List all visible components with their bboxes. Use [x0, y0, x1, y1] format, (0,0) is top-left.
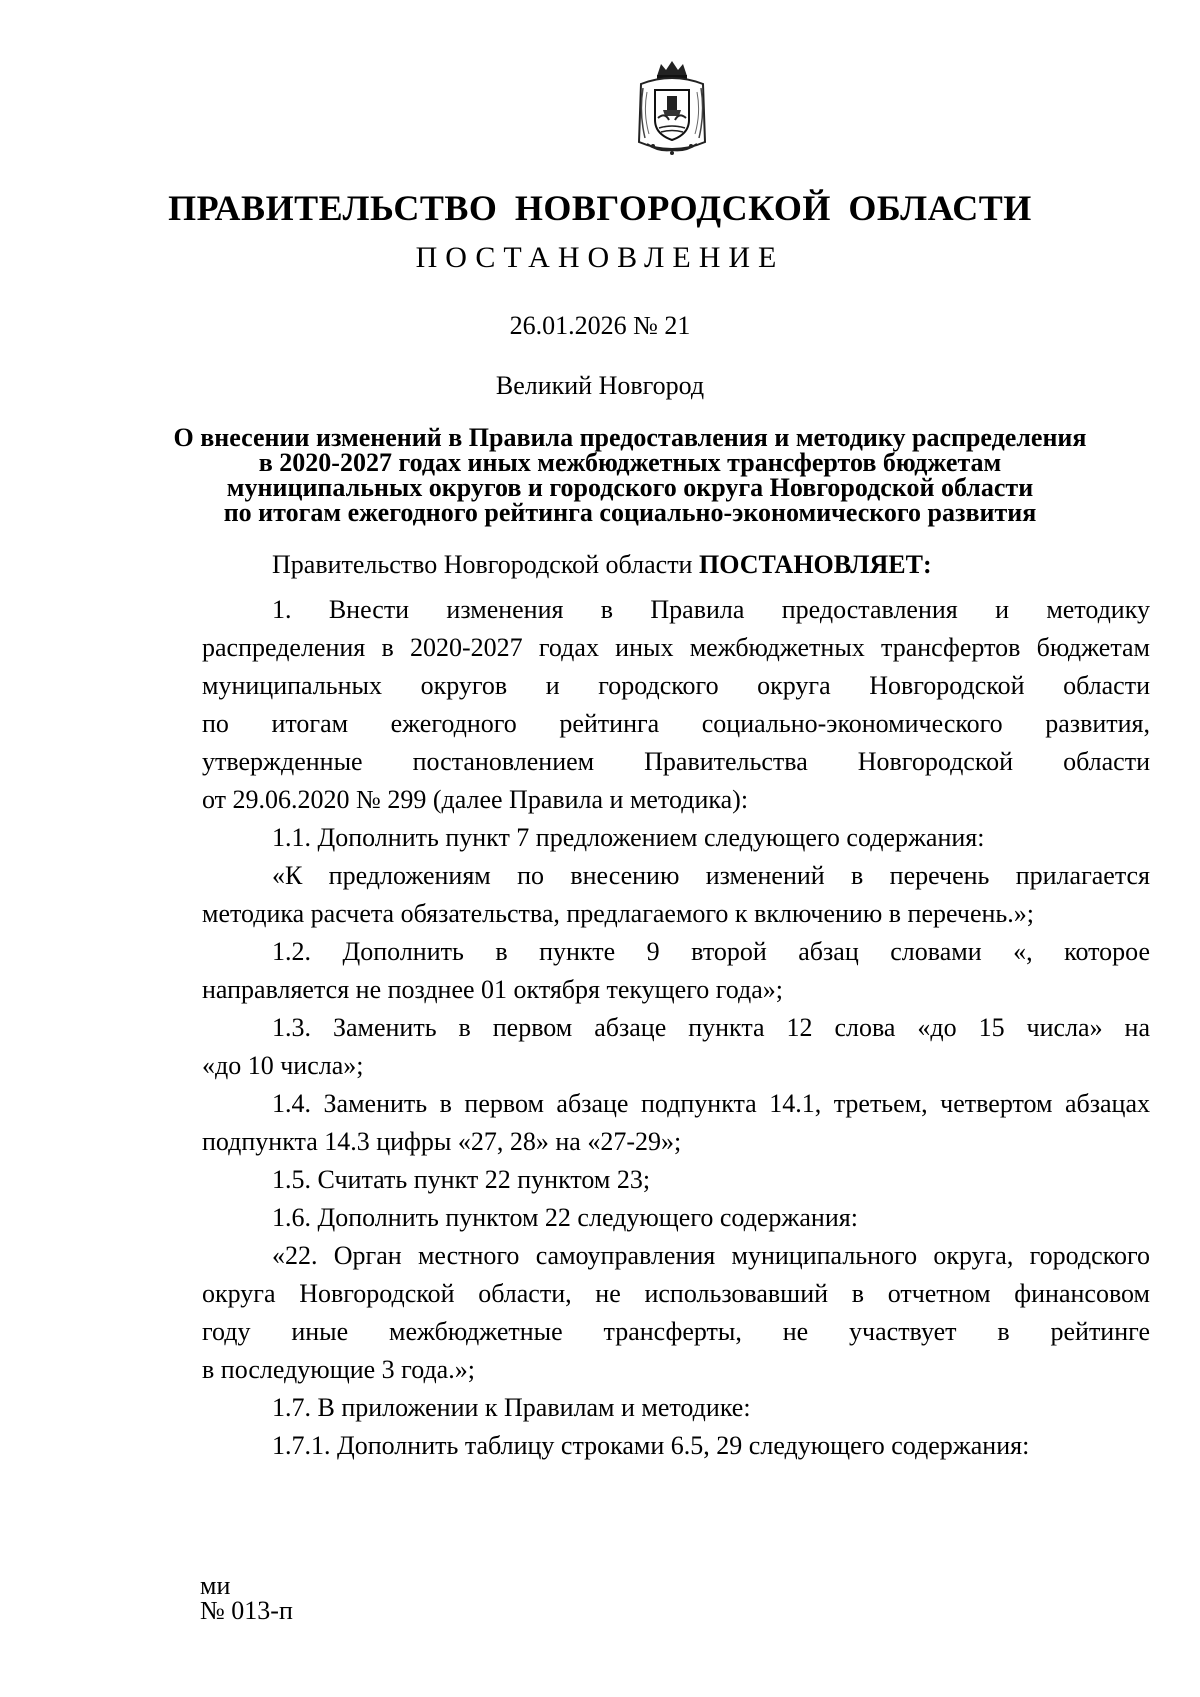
text-line: по итогам ежегодного рейтинга социально-экономического развития,	[202, 709, 1150, 738]
document-city: Великий Новгород	[495, 371, 705, 400]
paragraph-1-3	[202, 1009, 1150, 1085]
coat-of-arms-icon	[633, 58, 711, 158]
document-date-number: 26.01.2026 № 21	[509, 311, 691, 340]
government-title: ПРАВИТЕЛЬСТВО НОВГОРОДСКОЙ ОБЛАСТИ	[168, 188, 1032, 228]
text-line: «до 10 числа»;	[202, 1051, 364, 1080]
text-line: в последующие 3 года.»;	[202, 1355, 475, 1384]
text-line: «22. Орган местного самоуправления муниципального округа, городского	[272, 1241, 1150, 1270]
text-line: утвержденные постановлением Правительства Новгородской области	[202, 747, 1150, 776]
text-line: 1. Внести изменения в Правила предоставления и методику	[272, 595, 1150, 624]
subject-line: О внесении изменений в Правила предоставления и методику распределения	[173, 423, 1087, 452]
paragraph-1-6	[202, 1199, 1150, 1389]
preamble	[202, 546, 1150, 584]
paragraph-1-1	[202, 819, 1150, 933]
text-line: «К предложениям по внесению изменений в перечень прилагается	[272, 861, 1150, 890]
text-line: муниципальных округов и городского округа Новгородской области	[202, 671, 1150, 700]
footer	[200, 1573, 293, 1623]
subject-line: муниципальных округов и городского округа Новгородской области	[226, 473, 1034, 502]
subject-line: по итогам ежегодного рейтинга социально-экономического развития	[223, 498, 1037, 527]
subject-line: в 2020-2027 годах иных межбюджетных трансфертов бюджетам	[258, 448, 1002, 477]
text-line: 1.1. Дополнить пункт 7 предложением следующего содержания:	[272, 823, 985, 852]
text-line: методика расчета обязательства, предлагаемого к включению в перечень.»;	[202, 899, 1034, 928]
text-line: направляется не позднее 01 октября текущего года»;	[202, 975, 784, 1004]
text-line: от 29.06.2020 № 299 (далее Правила и методика):	[202, 785, 749, 814]
footer-code: № 013-п	[200, 1596, 293, 1625]
paragraph-1-7	[202, 1389, 1150, 1465]
paragraph-1-2	[202, 933, 1150, 1009]
paragraph-1-4	[202, 1085, 1150, 1161]
preamble-decree: ПОСТАНОВЛЯЕТ:	[698, 550, 932, 579]
document-subject	[160, 425, 1100, 525]
text-line: распределения в 2020-2027 годах иных межбюджетных трансфертов бюджетам	[202, 633, 1150, 662]
text-line: 1.5. Считать пункт 22 пунктом 23;	[272, 1165, 651, 1194]
paragraph-1-5	[202, 1161, 1150, 1199]
text-line: 1.6. Дополнить пунктом 22 следующего содержания:	[272, 1203, 858, 1232]
text-line: году иные межбюджетные трансферты, не участвует в рейтинге	[202, 1317, 1150, 1346]
text-line: 1.4. Заменить в первом абзаце подпункта 14.1, третьем, четвертом абзацах	[272, 1089, 1150, 1118]
text-line: 1.2. Дополнить в пункте 9 второй абзац словами «, которое	[272, 937, 1150, 966]
preamble-text: Правительство Новгородской области	[272, 550, 699, 579]
text-line: 1.7.1. Дополнить таблицу строками 6.5, 29 следующего содержания:	[272, 1431, 1030, 1460]
text-line: 1.3. Заменить в первом абзаце пункта 12 слова «до 15 числа» на	[272, 1013, 1150, 1042]
footer-initials: ми	[200, 1571, 231, 1600]
text-line: подпункта 14.3 цифры «27, 28» на «27-29»;	[202, 1127, 682, 1156]
paragraph-1	[202, 591, 1150, 819]
text-line: округа Новгородской области, не использовавший в отчетном финансовом	[202, 1279, 1150, 1308]
document-type: ПОСТАНОВЛЕНИЕ	[415, 241, 785, 274]
text-line: 1.7. В приложении к Правилам и методике:	[272, 1393, 751, 1422]
